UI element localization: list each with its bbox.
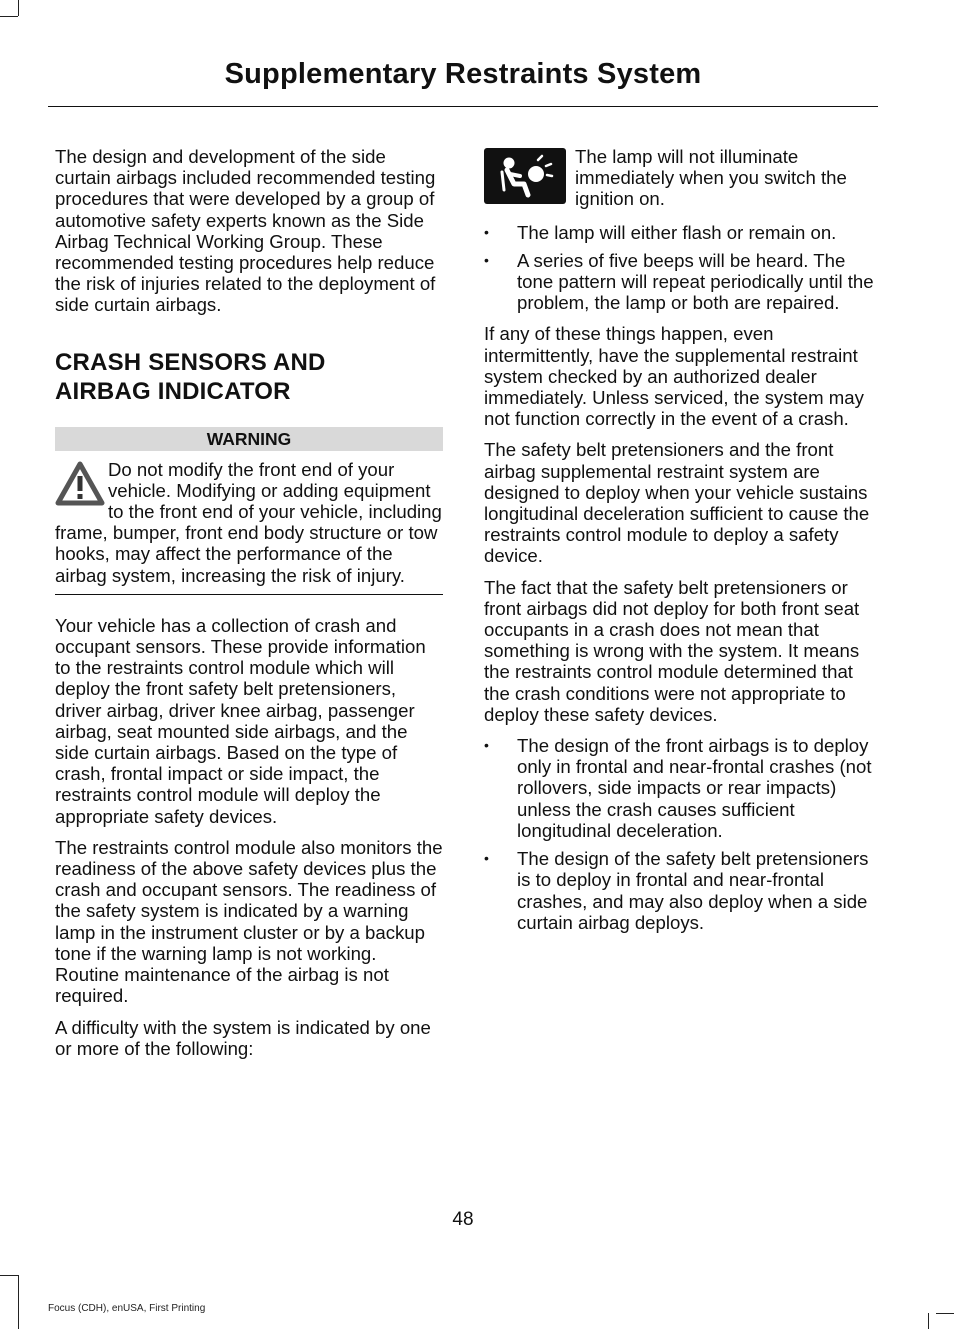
lamp-text: The lamp will not illuminate immediately when you switch the ignition on. bbox=[575, 146, 847, 210]
left-column bbox=[55, 146, 443, 1069]
printing-info: Focus (CDH), enUSA, First Printing bbox=[48, 1303, 206, 1314]
crop-mark bbox=[18, 1275, 19, 1329]
lamp-block bbox=[484, 146, 874, 210]
warning-triangle-icon bbox=[55, 461, 105, 507]
intro-paragraph: The design and development of the side curtain airbags included recommended testing procedures that were developed by a group of automotive safety experts known as the Side Airbag Technical Working Group. These recommended testing procedures help reduce the risk of injuries related to the deployment of side curtain airbags. bbox=[55, 146, 436, 316]
body-paragraph: A difficulty with the system is indicated by one or more of the following: bbox=[55, 1016, 431, 1059]
warning-divider bbox=[55, 594, 443, 595]
list-item: • The design of the front airbags is to deploy only in frontal and near-frontal crashes (not rollovers, side impacts or rear impacts) unless the crash causes sufficient longitudinal deceleration. bbox=[484, 735, 874, 841]
section-heading: CRASH SENSORS AND AIRBAG INDICATOR bbox=[55, 348, 326, 405]
warning-box bbox=[55, 459, 443, 586]
list-item: • The lamp will either flash or remain on. bbox=[484, 222, 874, 243]
crop-mark bbox=[0, 16, 18, 17]
body-paragraph: Your vehicle has a collection of crash and occupant sensors. These provide information to the restraints control module which will deploy the front safety belt pretensioners, driver airbag, driver knee airbag, passenger airbag, seat mounted side airbags, and the side curtain airbags. Based on the type of crash, frontal impact or side impact, the restraints control module will deploy the appropriate safety devices. bbox=[55, 614, 426, 827]
warning-label: WARNING bbox=[55, 427, 443, 451]
airbag-warning-lamp-icon bbox=[484, 148, 566, 204]
list-item: • The design of the safety belt pretensioners is to deploy in frontal and near-frontal crashes, and may also deploy when a side curtain airbag deploys. bbox=[484, 848, 874, 933]
list-item: • A series of five beeps will be heard. The tone pattern will repeat periodically until the problem, the lamp or both are repaired. bbox=[484, 250, 874, 314]
right-column bbox=[484, 146, 874, 943]
warning-text: Do not modify the front end of your vehicle. Modifying or adding equipment to the front end of your vehicle, including frame, bumper, front end body structure or tow hooks, may affect the performance of the airbag system, increasing the risk of injury. bbox=[55, 458, 442, 586]
body-paragraph: The safety belt pretensioners and the front airbag supplemental restraint system are designed to deploy when your vehicle sustains longitudinal deceleration sufficient to cause the restraints control module to deploy a safety device. bbox=[484, 439, 870, 567]
body-paragraph: The fact that the safety belt pretensioners or front airbags did not deploy for both front seat occupants in a crash does not mean that something is wrong with the system. It means the restraints control module determined that the crash conditions were not appropriate to deploy these safety devices. bbox=[484, 576, 860, 725]
page-number: 48 bbox=[452, 1209, 474, 1230]
page-title: Supplementary Restraints System bbox=[224, 58, 702, 90]
title-divider bbox=[48, 106, 878, 107]
crop-mark bbox=[0, 1275, 18, 1276]
bullet-list bbox=[484, 222, 874, 314]
crop-mark bbox=[928, 1313, 929, 1329]
crop-mark bbox=[936, 1313, 954, 1314]
bullet-list bbox=[484, 735, 874, 933]
body-paragraph: If any of these things happen, even intermittently, have the supplemental restraint system checked by an authorized dealer immediately. Unless serviced, the system may not function correctly in the event of a crash. bbox=[484, 323, 864, 430]
body-paragraph: The restraints control module also monitors the readiness of the above safety devices plus the crash and occupant sensors. The readiness of the safety system is indicated by a warning lamp in the instrument cluster or by a backup tone if the warning lamp is not working. Routine maintenance of the airbag is not required. bbox=[55, 836, 443, 1007]
crop-mark bbox=[18, 0, 19, 16]
